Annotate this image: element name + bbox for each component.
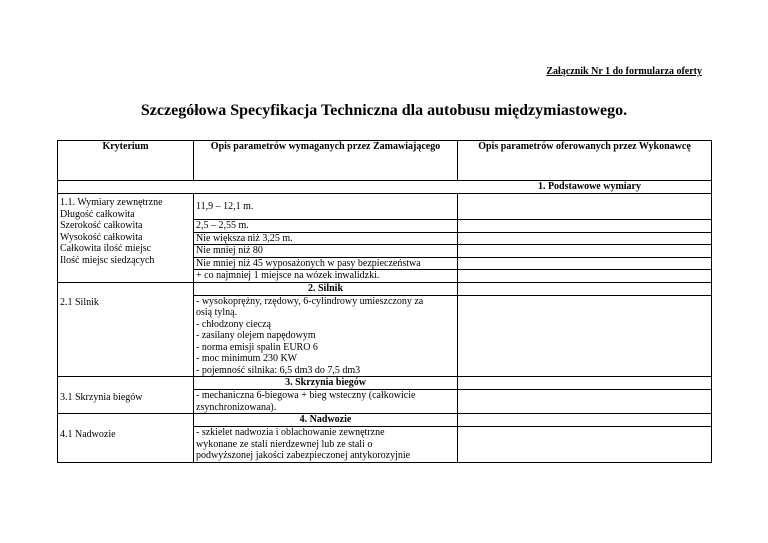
offer-cell [458, 390, 712, 414]
requirement-line: - wysokoprężny, rzędowy, 6-cylindrowy umieszczony za [196, 295, 424, 307]
requirement-cell: Nie mniej niż 80 [194, 245, 458, 258]
requirement-line: podwyższonej jakości zabezpieczonej antykorozyjnie [196, 450, 411, 461]
offer-cell [458, 270, 712, 283]
offer-cell [458, 295, 712, 377]
criterion-line: 1.1. Wymiary zewnętrzne [60, 197, 163, 208]
requirement-line: - zasilany olejem napędowym [196, 330, 316, 341]
requirement-line: - pojemność silnika: 6,5 dm3 do 7,5 dm3 [196, 364, 361, 376]
table-header-row [58, 141, 712, 181]
requirement-line: - norma emisji spalin EURO 6 [196, 341, 318, 353]
annex-label: Załącznik Nr 1 do formularza oferty [546, 66, 702, 77]
offer-cell [458, 194, 712, 220]
criterion-line: Wysokość całkowita [60, 231, 143, 243]
criterion-cell [58, 194, 194, 283]
criterion-line: Szerokość całkowita [60, 220, 143, 231]
requirement-cell: + co najmniej 1 miejsce na wózek inwalidzki. [194, 270, 458, 283]
header-offered: Opis parametrów oferowanych przez Wykonawcę [458, 141, 712, 181]
section-row-engine [58, 282, 712, 295]
offer-cell [458, 257, 712, 270]
table-row [58, 390, 712, 414]
requirement-cell: 2,5 – 2,55 m. [194, 220, 458, 233]
table-row [58, 194, 712, 220]
requirement-cell: 11,9 – 12,1 m. [194, 194, 458, 220]
table-row [58, 295, 712, 377]
section-title: 4. Nadwozie [194, 414, 458, 427]
section-spacer [458, 282, 712, 295]
requirement-cell [194, 427, 458, 463]
section-row-body [58, 414, 712, 427]
section-spacer [458, 414, 712, 427]
offer-cell [458, 427, 712, 463]
section-row-dimensions [58, 181, 712, 194]
header-criterion: Kryterium [58, 141, 194, 181]
offer-cell [458, 220, 712, 233]
criterion-cell: 2.1 Silnik [58, 295, 194, 377]
requirement-line: zsynchronizowana). [196, 401, 277, 413]
section-spacer [58, 282, 194, 295]
criterion-line: Ilość miejsc siedzących [60, 254, 155, 266]
section-spacer [58, 377, 194, 390]
criterion-cell: 3.1 Skrzynia biegów [58, 390, 194, 414]
table-row [58, 427, 712, 463]
offer-cell [458, 232, 712, 245]
section-spacer [58, 414, 194, 427]
page-title: Szczegółowa Specyfikacja Techniczna dla autobusu międzymiastowego. [140, 102, 628, 119]
requirement-cell: Nie większa niż 3,25 m. [194, 232, 458, 245]
requirement-line: - chłodzony cieczą [196, 318, 271, 330]
requirement-line: - szkielet nadwozia i oblachowanie zewnętrzne [196, 427, 385, 438]
section-title: 3. Skrzynia biegów [194, 377, 458, 390]
requirement-line: - mechaniczna 6-biegowa + bieg wsteczny (całkowicie [196, 390, 416, 401]
section-title: 1. Podstawowe wymiary [58, 181, 712, 194]
requirement-line: - moc minimum 230 KW [196, 353, 298, 364]
criterion-line: Długość całkowita [60, 208, 135, 220]
requirement-line: osią tylną. [196, 307, 238, 318]
requirement-line: wykonane ze stali nierdzewnej lub ze stali o [196, 438, 373, 450]
criterion-cell: 4.1 Nadwozie [58, 427, 194, 463]
section-spacer [458, 377, 712, 390]
requirement-cell [194, 390, 458, 414]
offer-cell [458, 245, 712, 258]
requirement-cell [194, 295, 458, 377]
section-title: 2. Silnik [194, 282, 458, 295]
criterion-line: Całkowita ilość miejsc [60, 243, 152, 254]
section-row-gearbox [58, 377, 712, 390]
requirement-cell: Nie mniej niż 45 wyposażonych w pasy bezpieczeństwa [194, 257, 458, 270]
header-required: Opis parametrów wymaganych przez Zamawiającego [194, 141, 458, 181]
specification-table [57, 140, 712, 463]
